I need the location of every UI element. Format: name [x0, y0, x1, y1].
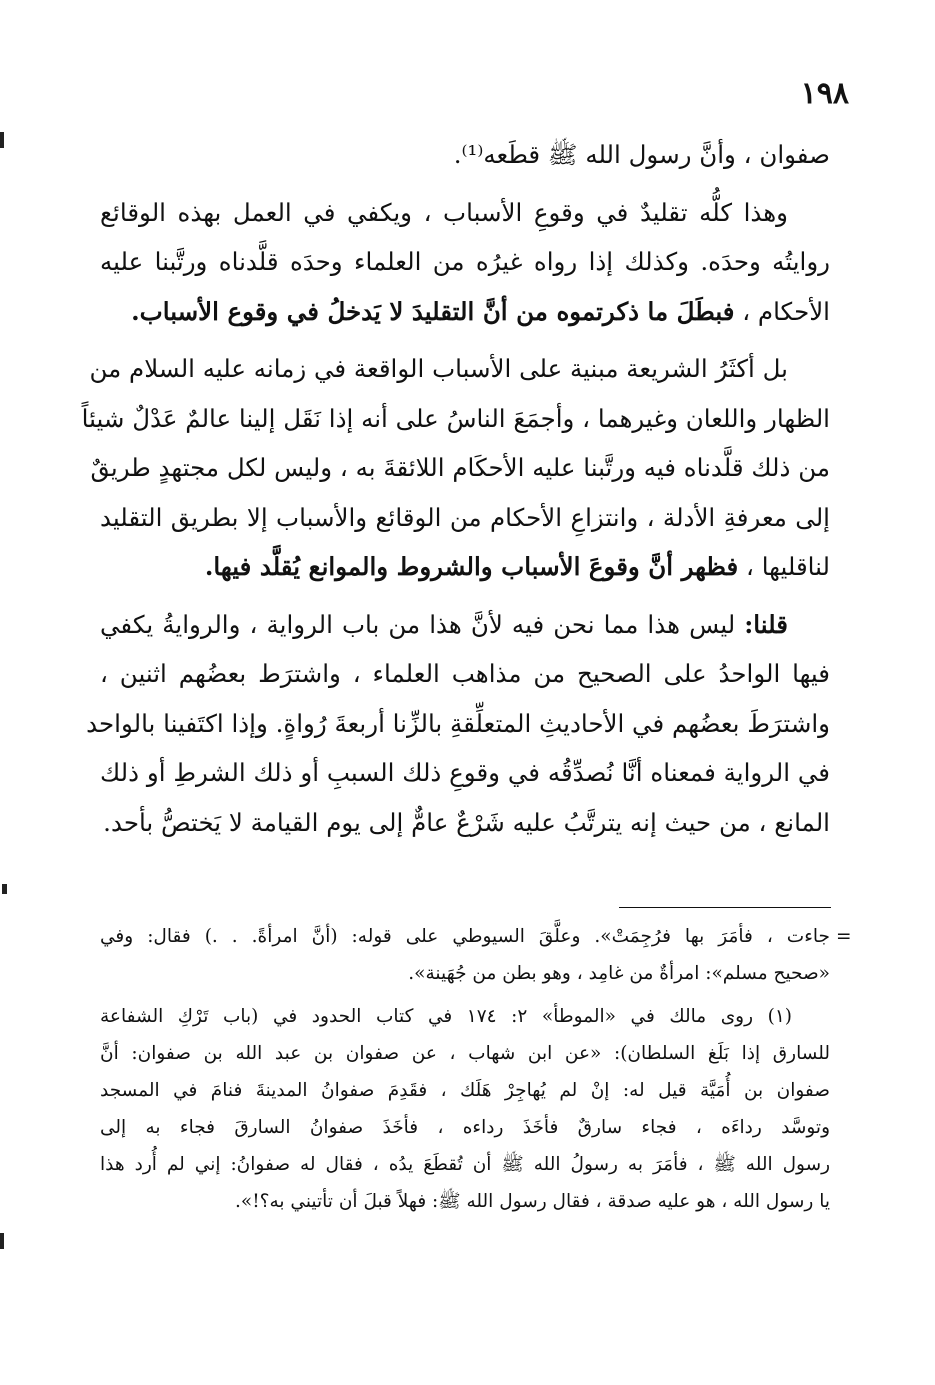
paragraph-1-line-1: وهذا كلُّه تقليدٌ في وقوعِ الأسباب ، ويكفي في العمل بهذه الوقائع	[100, 197, 788, 227]
footnote-1-line-4: وتوسَّد رداءَه ، فجاء سارقٌ فأخَذَ رداءه ، فأخَذَ صفوانُ السارقَ فجاء به إلى	[100, 1117, 830, 1138]
footnote-1-line-2: للسارق إذا بَلَغ السلطان): «عن ابن شهاب ، عن صفوان بن عبد الله بن صفوان: أنَّ	[100, 1043, 830, 1064]
footnote-1-line-5: رسول الله ﷺ ، فأمَرَ به رسولُ الله ﷺ أن تُقطَعَ يدُه ، فقال له صفوانُ: إني لم أُرد هذا	[100, 1154, 830, 1175]
paragraph-1-line-3: الأحكام ، فبطَلَ ما ذكرتموه من أنَّ التقليدَ لا يَدخلُ في وقوع الأسباب.	[131, 296, 830, 326]
paragraph-3-line-5: المانع ، من حيث إنه يترتَّبُ عليه شَرْعٌ عامٌّ إلى يوم القيامة لا يَختصُّ بأحد.	[103, 807, 830, 837]
main-text	[81, 130, 830, 847]
margin-mark	[0, 1233, 4, 1249]
paragraph-3-line-1: قلنا: ليس هذا مما نحن فيه لأنَّ هذا من باب الرواية ، والروايةُ يكفي	[100, 609, 788, 639]
paragraph-2-line-3: من ذلك قلَّدناه فيه ورتَّبنا عليه الأحكَام اللائقةَ به ، وليس لكل مجتهدٍ طريقٌ	[90, 453, 830, 482]
paragraph-3-line-4: في الرواية فمعناه أنَّا نُصدِّقُه في وقوعِ ذلك السببِ أو ذلك الشرطِ أو ذلك	[100, 758, 830, 787]
footnotes	[100, 918, 830, 1220]
bold-heading: قلنا:	[744, 609, 788, 639]
paragraph-2-line-4: إلى معرفةِ الأدلة ، وانتزاعِ الأحكام من الوقائع والأسباب إلا بطريق التقليد	[100, 502, 830, 532]
page-number: ١٩٨	[800, 76, 849, 111]
paragraph-2-line-2: الظهار واللعان وغيرهما ، وأجمَعَ الناسُ على أنه إذا نَقَل إلينا عالمٌ عَدْلٌ شيئاً	[81, 403, 830, 433]
paragraph-0-line-1: صفوان ، وأنَّ رسول الله ﷺ قطَعه⁽¹⁾.	[453, 140, 830, 169]
margin-mark	[2, 884, 7, 894]
paragraph-3-line-2: فيها الواحدُ على الصحيح من مذاهب العلماء ، واشترَط بعضُهم اثنين ،	[100, 659, 830, 688]
paragraph-2-line-1: بل أكثَرُ الشريعة مبنية على الأسباب الواقعة في زمانه عليه السلام من	[89, 354, 788, 383]
bold-conclusion: فظهر أنَّ وقوعَ الأسباب والشروط والموانع يُقلَّد فيها.	[204, 552, 739, 581]
paragraph-2-line-5: لناقليها ، فظهر أنَّ وقوعَ الأسباب والشروط والموانع يُقلَّد فيها.	[204, 552, 830, 581]
paragraph-3-line-3: واشترَطَ بعضُهم في الأحاديثِ المتعلِّقةِ بالزِّنا أربعةَ رُواةٍ. وإذا اكتَفينا بالواحد	[86, 708, 830, 738]
footnote-continued-line-2: «صحيح مسلم»: امرأةٌ من غامِد ، وهو بطن من جُهَينة».	[408, 963, 830, 984]
footnote-continued-line-1: جاءت ، فأمَرَ بها فرُجِمَتْ». وعلَّقَ السيوطي على قوله: (أنَّ امرأةً. . .) فقال: وفي	[100, 926, 830, 947]
footnote-separator	[619, 907, 831, 908]
bold-conclusion: فبطَلَ ما ذكرتموه من أنَّ التقليدَ لا يَدخلُ في وقوع الأسباب.	[131, 296, 735, 326]
footnote-1-line-6: يا رسول الله ، هو عليه صدقة ، فقال رسول الله ﷺ: فهلاً قبلَ أن تأتيني به؟!».	[235, 1191, 830, 1212]
footnote-continuation-mark: =	[836, 926, 852, 947]
footnote-1-line-1: (١) روى مالك في «الموطأ» ٢: ١٧٤ في كتاب الحدود في (باب تَرْكِ الشفاعة	[100, 1006, 792, 1027]
paragraph-1-line-2: روايتُه وحدَه. وكذلك إذا رواه غيرُه من العلماء وحدَه قلَّدناه ورتَّبنا عليه	[100, 247, 830, 276]
footnote-1-line-3: صفوان بن أُمَيَّة قيل له: إنْ لم يُهاجِرْ هَلَك ، فقَدِمَ صفوانُ المدينةَ فنامَ في المسجد	[100, 1080, 830, 1101]
margin-mark	[0, 132, 4, 148]
